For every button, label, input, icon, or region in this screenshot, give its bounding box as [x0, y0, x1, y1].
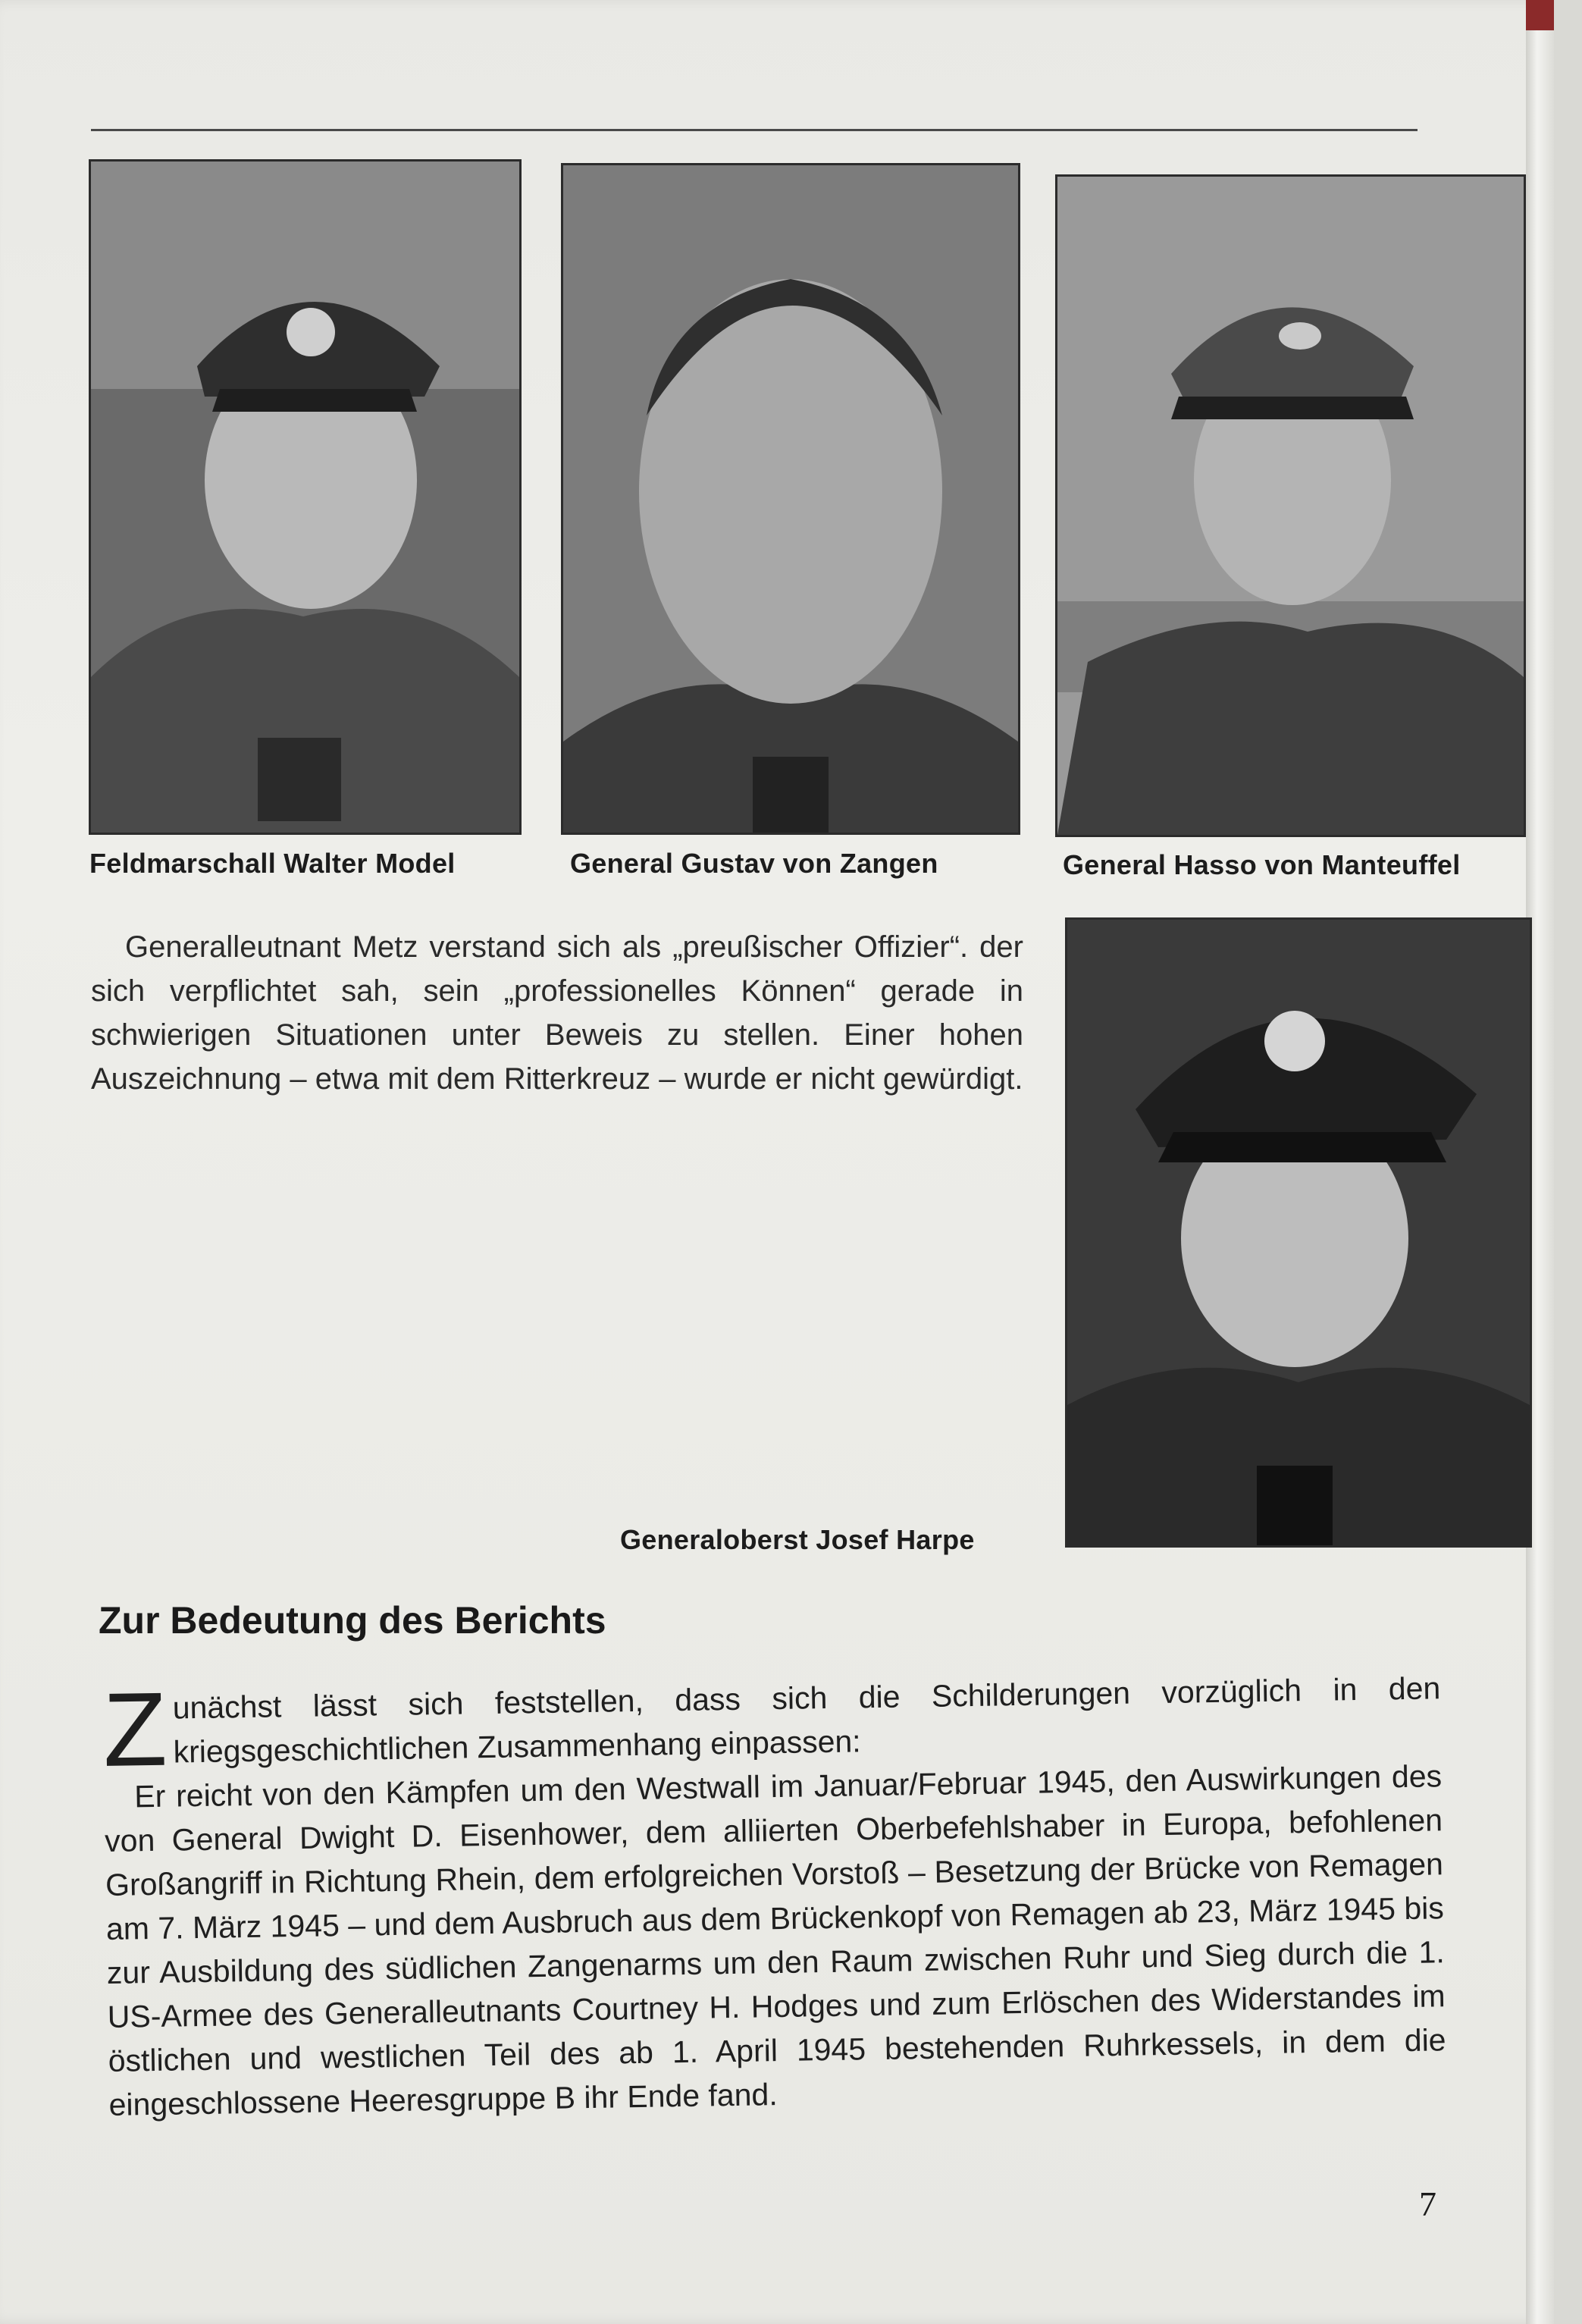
- photo-caption: General Gustav von Zangen: [570, 848, 938, 879]
- portrait-photo-harpe: [1065, 917, 1532, 1548]
- section-heading: Zur Bedeutung des Berichts: [99, 1599, 606, 1642]
- portrait-photo-manteuffel: [1055, 174, 1526, 837]
- body-text: [102, 1666, 1447, 2127]
- portrait-photo-model: [89, 159, 522, 835]
- portrait-photo-zangen: [561, 163, 1020, 835]
- intro-paragraph: Generalleutnant Metz verstand sich als „preußischer Offizier“. der sich verpflichtet sah, sein „professionelles Können“ gerade in schwierigen Situationen unter Beweis zu stellen. Einer hohen Auszeichnung – etwa mit dem Ritterkreuz – wurde er nicht gewürdigt.: [91, 930, 1023, 1096]
- intro-text: [91, 925, 1023, 1101]
- photo-caption: General Hasso von Manteuffel: [1063, 849, 1461, 880]
- book-cover-corner: [1526, 0, 1554, 30]
- body-paragraph-second: Er reicht von den Kämpfen um den Westwall im Januar/Februar 1945, den Auswirkungen des von General Dwight D. Eisenhower, dem alliierten Oberbefehlshaber in Europa, befohlenen Großangriff in Richtung Rhein, dem erfolgreichen Vorstoß – Besetzung der Brücke von Remagen am 7. März 1945 – und dem Ausbruch aus dem Brückenkopf von Remagen ab 23, März 1945 bis zur Ausbildung des südlichen Zangenarms um den Raum zwischen Ruhr und Sieg durch die 1. US-Armee des Generalleutnants Courtney H. Hodges und zum Erlöschen des Widerstandes im östlichen und westlichen Teil des ab 1. April 1945 bestehenden Ruhrkessels, in dem die eingeschlossene Heeresgruppe B ihr Ende fand.: [104, 1758, 1446, 2122]
- page-number: 7: [1419, 2184, 1436, 2223]
- header-rule: [91, 129, 1418, 131]
- drop-cap: Z: [102, 1670, 168, 1789]
- first-paragraph-text: unächst lässt sich feststellen, dass sich die Schilderungen vorzüglich in den kriegsgeschichtlichen Zusammenhang einpassen:: [172, 1670, 1441, 1770]
- photo-caption: Generaloberst Josef Harpe: [620, 1524, 975, 1555]
- photo-caption: Feldmarschall Walter Model: [89, 848, 456, 879]
